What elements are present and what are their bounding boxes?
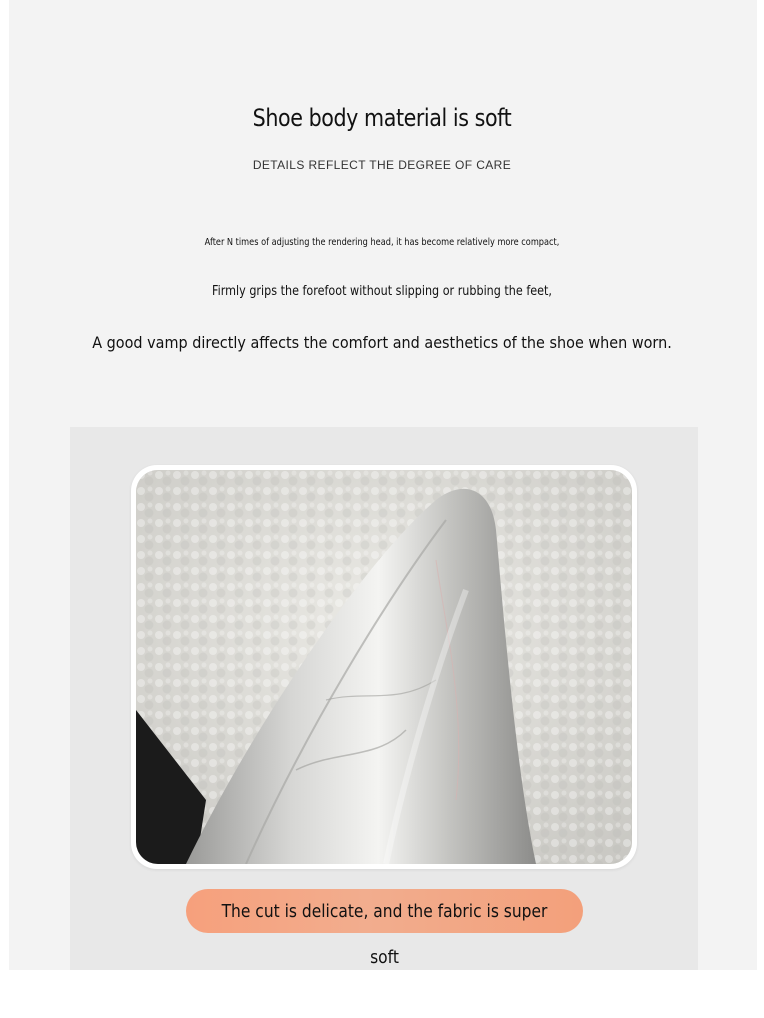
description-line-2: Firmly grips the forefoot without slipping or rubbing the feet, [212,284,552,299]
product-photo-frame [131,465,637,869]
feature-caption-pill [186,889,583,968]
description-line-1: After N times of adjusting the rendering head, it has become relatively more compact, [204,237,560,248]
section-subtitle: DETAILS REFLECT THE DEGREE OF CARE [252,158,512,172]
description-line-3: A good vamp directly affects the comfort and aesthetics of the shoe when worn. [92,333,672,352]
feature-caption-text: The cut is delicate, and the fabric is super soft [221,901,548,968]
product-photo [136,470,632,864]
section-title: Shoe body material is soft [252,104,512,132]
shoe-toe-closeup-image [136,470,632,864]
